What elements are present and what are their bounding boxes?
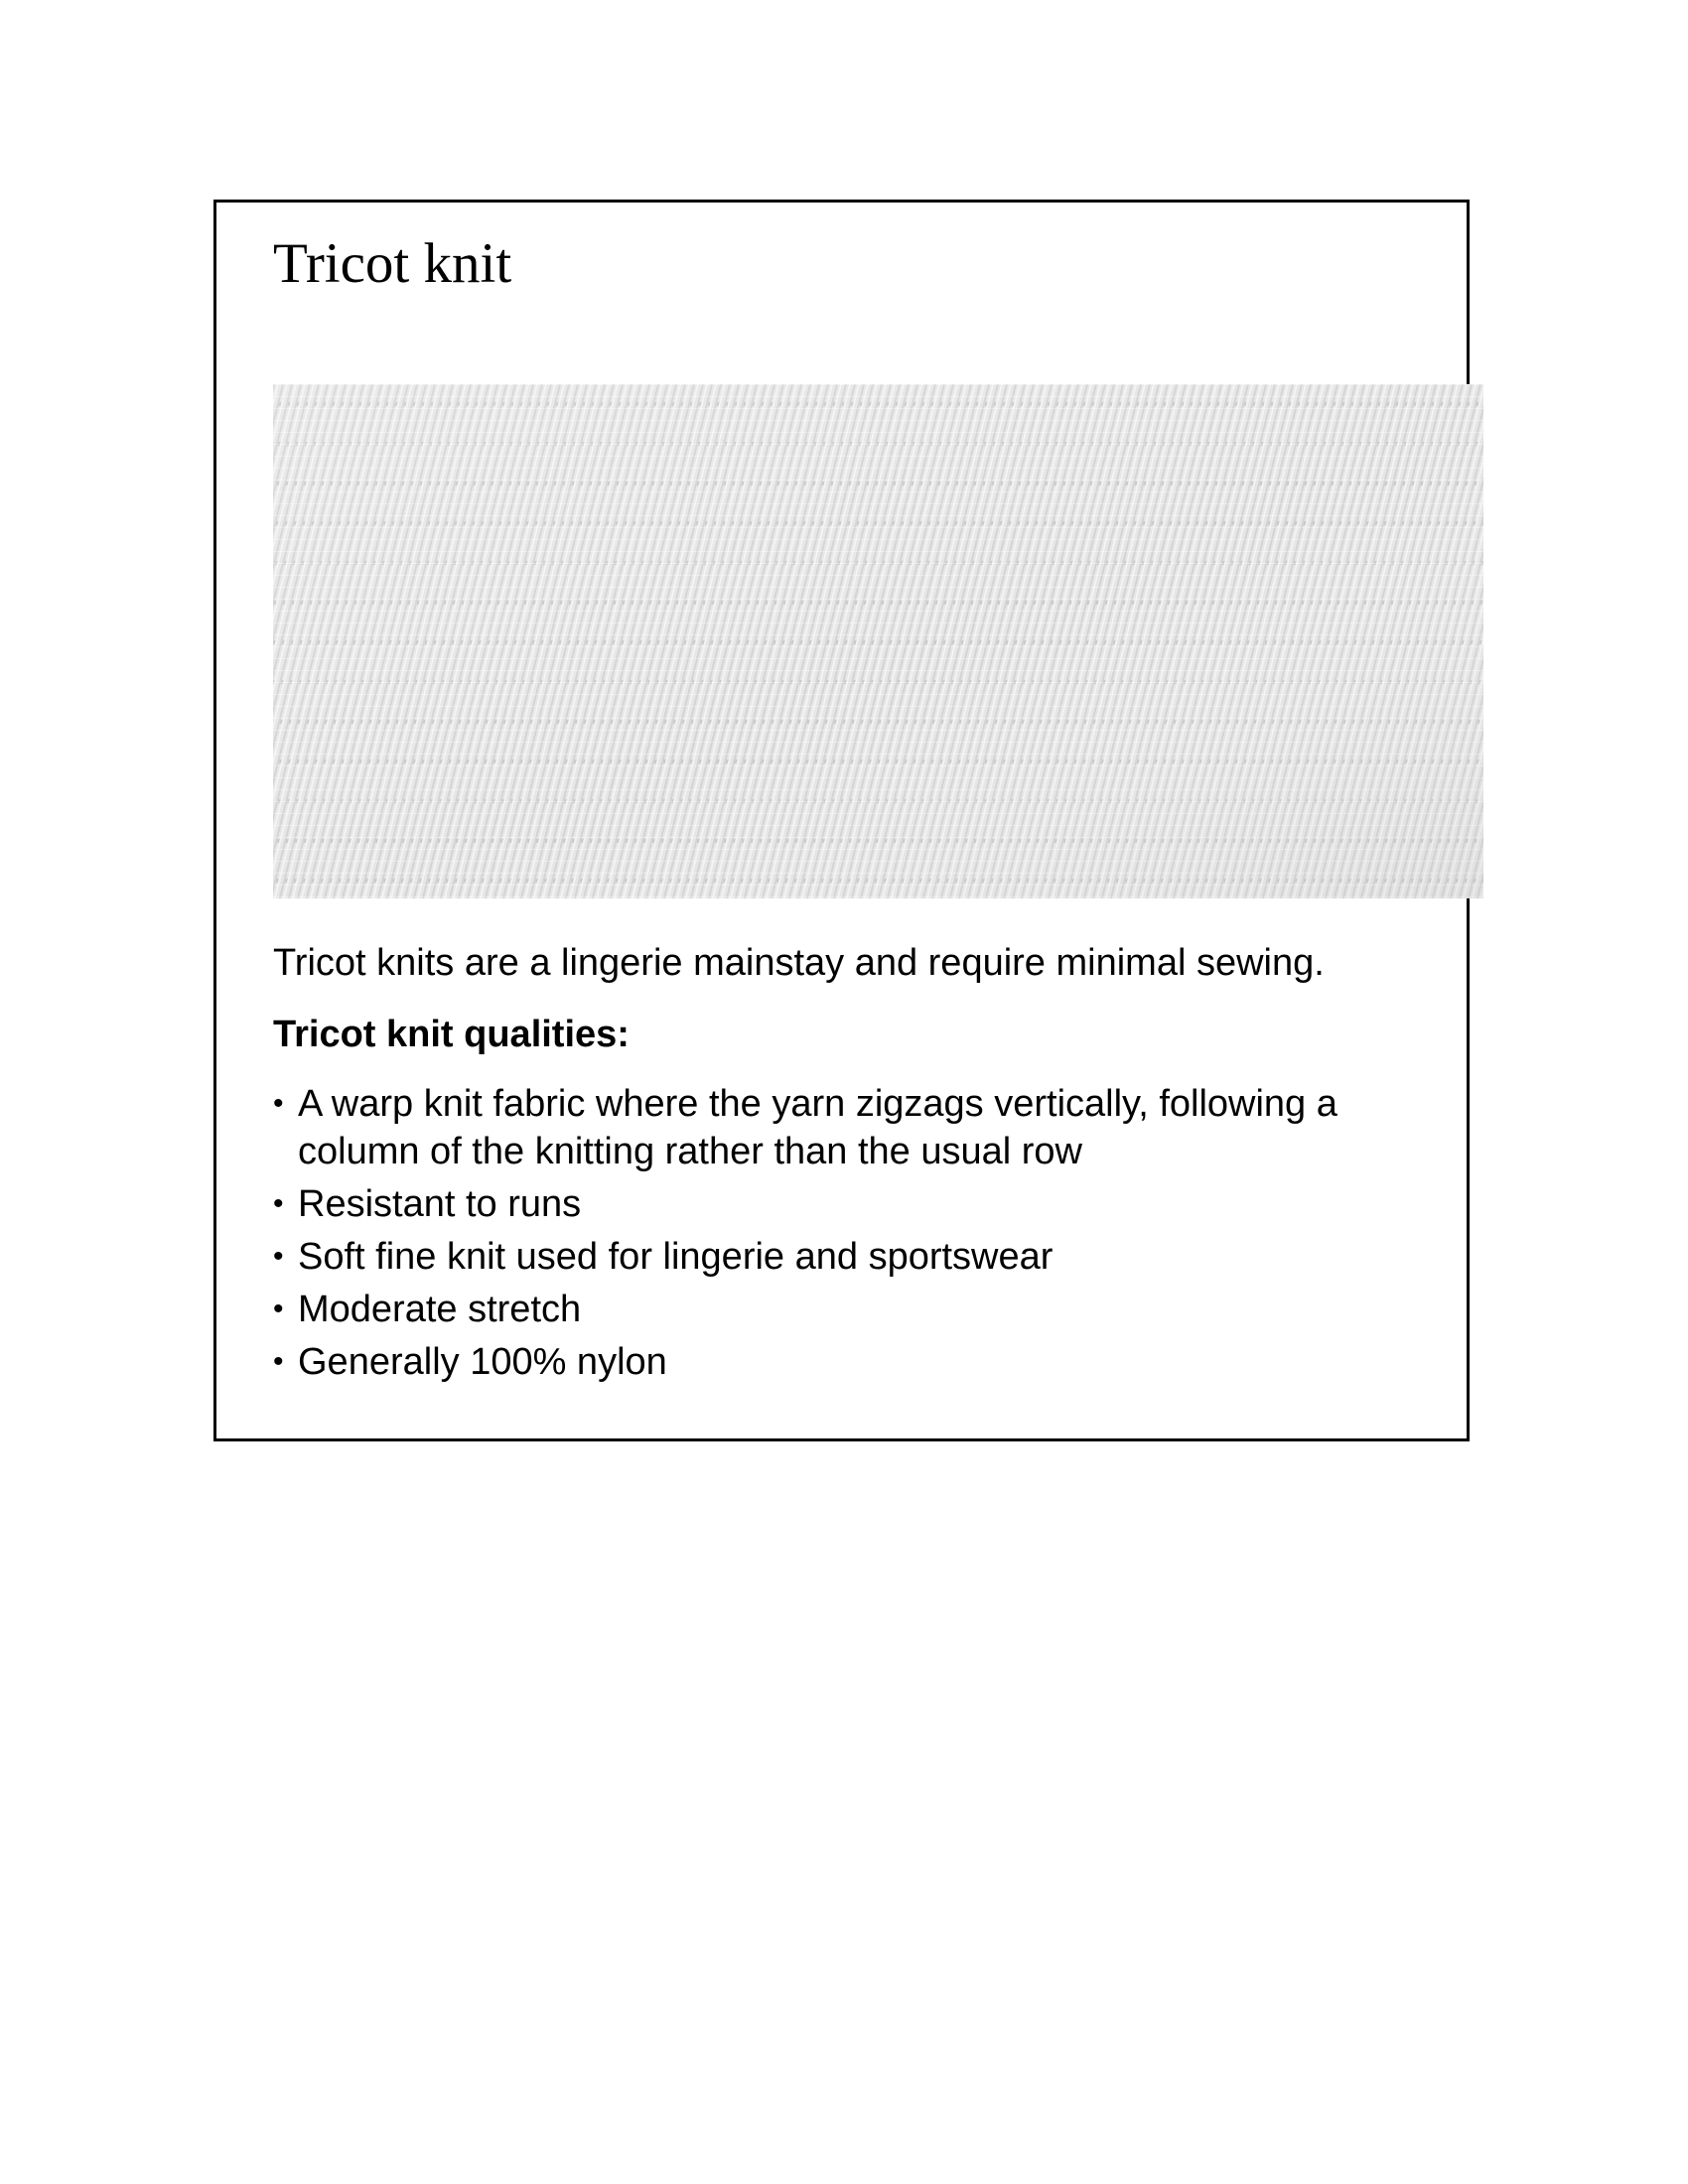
qualities-list [273,1080,1445,1391]
quality-item-stretch: • Moderate stretch [273,1286,1445,1333]
quality-item-run-resistant: • Resistant to runs [273,1180,1445,1228]
qualities-heading: Tricot knit qualities: [273,1014,630,1055]
slide-title: Tricot knit [273,232,512,295]
quality-item-soft-fine: • Soft fine knit used for lingerie and sportswear [273,1233,1445,1281]
fabric-image [273,384,1483,898]
quality-item-fiber: • Generally 100% nylon [273,1338,1445,1386]
quality-item-warp-knit: • A warp knit fabric where the yarn zigzags vertically, following a column of the knitting rather than the usual row [273,1080,1445,1175]
intro-text: Tricot knits are a lingerie mainstay and require minimal sewing. [273,942,1325,984]
